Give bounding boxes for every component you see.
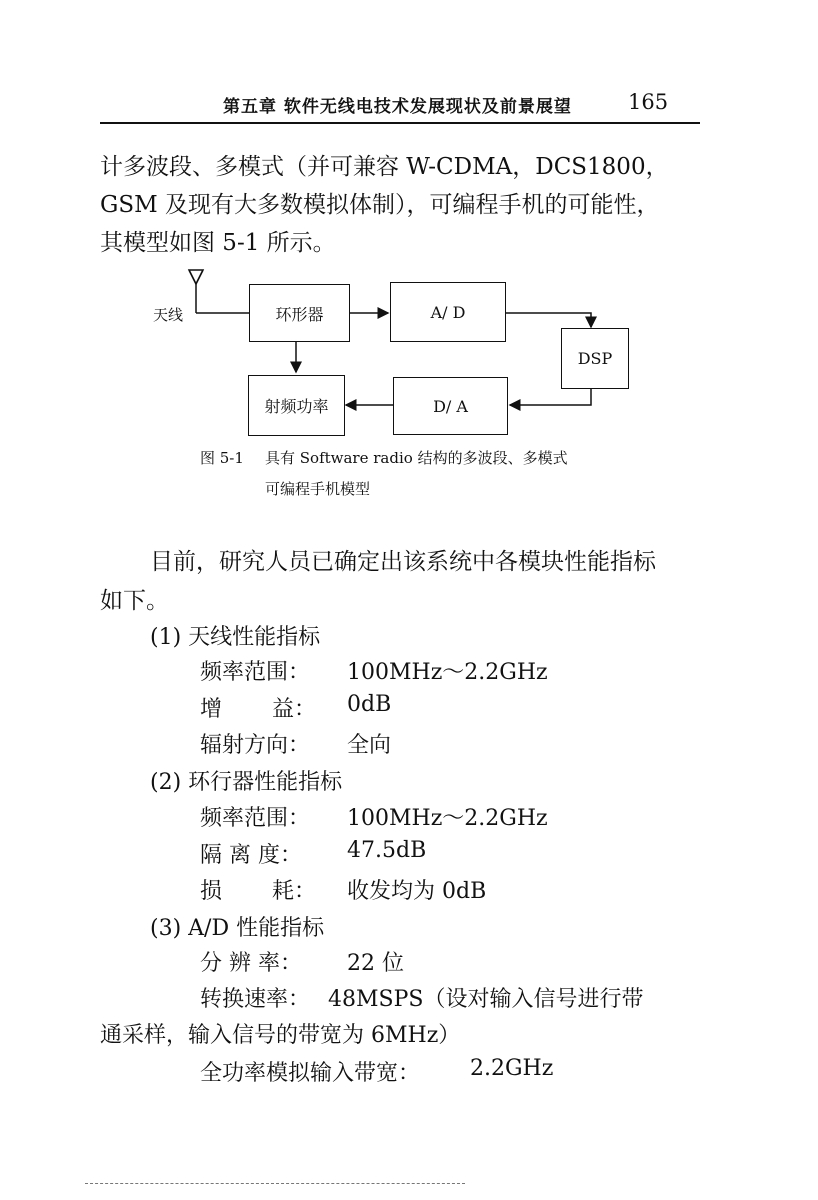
body-line-2: 如下。: [100, 588, 169, 614]
intro-line-1: 计多波段、多模式（并可兼容 W-CDMA，DCS1800，: [100, 154, 669, 180]
s2-freq-label: 频率范围：: [200, 806, 311, 831]
s1-freq-value: 100MHz～2.2GHz: [347, 660, 548, 685]
s2-iso-value: 47.5dB: [347, 838, 427, 863]
s3-rate-line: 转换速率： 48MSPS（设对输入信号进行带: [200, 987, 644, 1012]
antenna-label: 天线: [153, 306, 184, 324]
page-number: 165: [628, 90, 669, 114]
s2-iso-label: 隔 离 度：: [200, 843, 302, 868]
s3-bw-value: 2.2GHz: [470, 1056, 554, 1081]
scan-edge-marks: [85, 1183, 465, 1187]
circulator-label: 环形器: [275, 304, 324, 324]
dsp-label: DSP: [577, 349, 613, 368]
s1-dir-value: 全向: [347, 733, 392, 758]
figure-caption-line-1: 具有 Software radio 结构的多波段、多模式: [265, 449, 568, 467]
section-1-title: (1) 天线性能指标: [150, 625, 321, 650]
diagram-connectors: [0, 0, 818, 520]
ad-box: [390, 282, 506, 342]
figure-number: 图 5-1: [200, 449, 244, 467]
s1-freq-label: 频率范围：: [200, 660, 311, 685]
s2-loss-label-a: 损: [200, 879, 223, 904]
s3-res-value: 22 位: [347, 951, 404, 976]
s2-loss-label-b: 耗：: [272, 879, 317, 904]
section-2-title: (2) 环行器性能指标: [150, 770, 343, 795]
dsp-box: [561, 328, 629, 389]
rf-power-label: 射频功率: [264, 397, 329, 416]
section-3-title: (3) A/D 性能指标: [150, 916, 325, 941]
s1-gain-value: 0dB: [347, 692, 392, 717]
s3-bw-label: 全功率模拟输入带宽：: [200, 1061, 421, 1086]
ad-label: A/ D: [430, 302, 466, 322]
figure-caption-line-2: 可编程手机模型: [265, 480, 371, 498]
s2-loss-value: 收发均为 0dB: [347, 879, 487, 904]
chapter-title: 第五章 软件无线电技术发展现状及前景展望: [223, 97, 572, 117]
s2-freq-value: 100MHz～2.2GHz: [347, 806, 548, 831]
rf-power-box: [248, 375, 345, 436]
antenna-icon: [189, 270, 203, 313]
intro-line-2: GSM 及现有大多数模拟体制），可编程手机的可能性，: [100, 192, 660, 218]
s3-rate-line-2: 通采样，输入信号的带宽为 6MHz）: [100, 1023, 461, 1048]
s1-gain-label-b: 益：: [272, 697, 317, 722]
da-box: [393, 377, 508, 435]
s1-dir-label: 辐射方向：: [200, 733, 311, 758]
circulator-box: [249, 284, 350, 342]
da-label: D/ A: [433, 396, 468, 416]
s3-res-label: 分 辨 率：: [200, 951, 302, 976]
ad-to-dsp-arrow: [506, 313, 591, 327]
intro-line-3: 其模型如图 5-1 所示。: [100, 230, 336, 256]
s1-gain-label-a: 增: [200, 697, 223, 722]
body-line-1: 目前，研究人员已确定出该系统中各模块性能指标: [150, 549, 656, 575]
dsp-to-da-arrow: [510, 389, 591, 405]
